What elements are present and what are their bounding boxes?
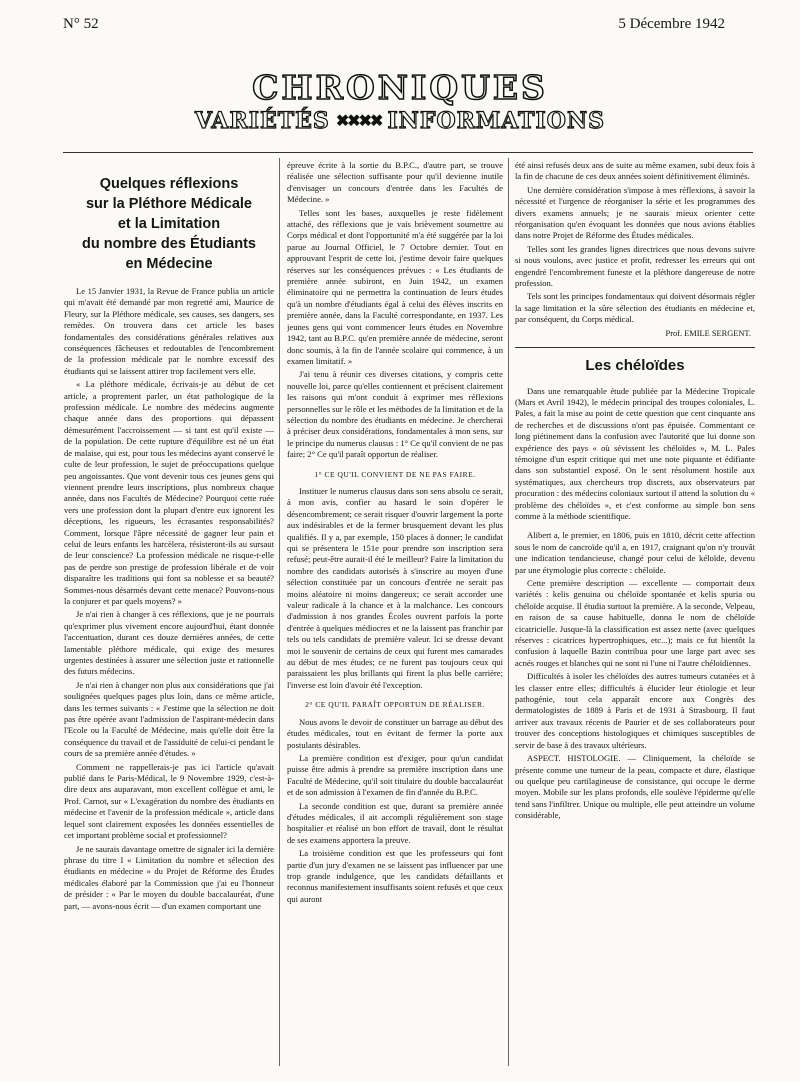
banner-title: CHRONIQUES (252, 68, 548, 107)
paragraph: Dans une remarquable étude publiée par la Médecine Tropicale (Mars et Avril 1942), le médecin principal des troupes coloniales, L. Pales, a fait la mise au point de cette question que cent cinquante ans de recherches et de discussions n'ont pas épuisée. Commentant ce long piétinement dans la confusion avec l'autorité que lui donne son expérience des pays « où sévissent les chéloïdes », M. L. Pales témoigne d'un esprit critique qui met une note piquante et édifiante dans son substantiel exposé. On le sent résolument hostile aux systématiques, aux chercheurs trop discrets, aux observateurs par procuration : des médecins coloniaux surtout il attend la solution du « problème des chéloïdes », et c'est conforme au simple bon sens comme à la méthode scientifique. (515, 385, 755, 521)
author-signature: Prof. EMILE SERGENT. (665, 328, 751, 338)
paragraph: Instituer le numerus clausus dans son sens absolu ce serait, à mon avis, confier au hasard le soin d'opérer le désencombrement; ce serait risquer d'ouvrir largement la porte aux indésirables et de la fermer brusquement devant les plus qualifiés. Il y a, par exemple, 150 places à donner; le candidat qui se présentera le 151e pour prendre son inscription sera refusé; peut-être aurait-il été le meilleur? Faire la limitation du nombre des candidats autorisés à s'inscrire au moyen d'une sélection constituée par un concours d'entrée ne serait pas moins aléatoire ni moins dangereux; ce serait accorder une valeur radicale à la chance et à la malchance. Les concours d'admission à nos grandes Écoles ouvrent parfois la porte d'entrée à quelques médiocres et ne la laissent pas franchir par tels ou tels candidats de première valeur. Ici se dresse devant moi le souvenir de certains de ceux qui furent mes camarades au début de mes études; ce ne furent pas toujours ceux qui paraissaient les plus brillants qui firent la plus belle carrière; l'inverse est loin d'avoir été l'exception. (287, 485, 503, 690)
paragraph: La première condition est d'exiger, pour qu'un candidat puisse être admis à prendre sa première inscription dans une Faculté de Médecine, qu'il soit titulaire du double baccalauréat et de son admission à l'examen de fin d'année du B.P.C. (287, 752, 503, 798)
title-line: sur la Pléthore Médicale (85, 196, 252, 212)
paragraph: Je n'ai rien à changer à ces réflexions, que je ne pourrais qu'exprimer plus vivement encore aujourd'hui, étant donnée l'accentuation, durant ces douze dernières années, de cette lamentable pléthore médicale, qui exige des mesures urgentes destinées à assurer une sélection juste et rationnelle des futurs médecins. (64, 609, 274, 677)
paragraph: La troisième condition est que les professeurs qui font partie d'un jury d'examen ne se laissent pas influencer par une trop grande indulgence, que les candidats défaillants et reconnus manifestement insuffisants soient refusés et que ceux qui auront (287, 848, 503, 904)
paragraph: Une dernière considération s'impose à mes réflexions, à savoir la nécessité et l'urgence de réorganiser la série et les programmes des divers examens annuels; je ne saurais mieux orienter cette réorganisation qu'en évoquant les données que nous avions établies dans notre Projet de Réforme des Études médicales. (515, 184, 755, 241)
paragraph: Telles sont les bases, auxquelles je reste fidèlement attaché, des réflexions que je vais brièvement soumettre au Corps médical et dont l'opportunité m'a été suggérée par la loi parue au Journal Officiel, le 7 Octobre dernier. Tout en approuvant l'esprit de cette loi, j'estime devoir faire quelques réserves sur les conséquences prévues : « Les étudiants de première année subiront, en Juin 1942, un examen éliminatoire qui ne permettra la continuation de leurs études qu'à un nombre d'étudiants égal à celui des élèves inscrits en première année, dans la Faculté correspondante, en 1937. Les jeunes gens qui vont commencer leurs études en Novembre 1942, tant au B.P.C. qu'en première année de médecine, seront donc soumis, à la fin de l'année scolaire qui commence, à un examen limitatif. » (287, 207, 503, 366)
paragraph: épreuve écrite à la sortie du B.P.C., d'autre part, se trouve réalisée une sélection suffisante pour qu'il devienne inutile d'envisager un concours d'entrée dans les Facultés de Médecine. » (287, 160, 503, 205)
section-heading: 1° CE QU'IL CONVIENT DE NE PAS FAIRE. (314, 469, 476, 479)
paragraph: ASPECT. HISTOLOGIE. — Cliniquement, la chéloïde se présente comme une tumeur de la peau, compacte et dure, élastique ou quelque peu cartilagineuse de consistance, qui occupe le derme moyen. Mobile sur les plans profonds, elle soulève l'épiderme qu'elle tend sans l'infiltrer. Unique ou multiple, elle peut atteindre un volume considérable, (515, 753, 755, 821)
header-rule (63, 152, 753, 153)
column-2 (287, 160, 503, 1065)
article-title (64, 174, 274, 274)
paragraph: Le 15 Janvier 1931, la Revue de France publia un article qui m'avait été demandé par mon regretté ami, Maurice de Fleury, sur la Pléthore médicale, ses causes, ses dangers, ses remèdes. On trouvera dans cet article les bases fondamentales des considérations générales relatives aux conséquences fâcheuses et redoutables de l'encombrement de la profession médicale par le nombre excessif des étudiants qui se laissent attirer trop facilement vers elle. (64, 286, 274, 376)
column-1 (64, 160, 274, 1065)
paragraph: Tels sont les principes fondamentaux qui doivent désormais régler la sage limitation et la sûre sélection des étudiants en médecine et, par conséquent, du Corps médical. (515, 291, 755, 325)
paragraph: Comment ne rappellerais-je pas ici l'article qu'avait publié dans le Paris-Médical, le 9 Novembre 1929, c'est-à-dire deux ans auparavant, mon excellent collègue et ami, le Prof. Carnot, sur « L'exagération du nombre des étudiants en médecine et l'avenir de la profession médicale », article dans lequel sont clairement exposées les données essentielles de cet important problème social et professionnel? (64, 761, 274, 841)
section-heading: 2° CE QU'IL PARAÎT OPPORTUN DE RÉALISER. (305, 700, 485, 710)
paragraph: Alibert a, le premier, en 1806, puis en 1810, décrit cette affection sous le nom de cancroïde qu'il a, en 1917, craignant qu'on n'y trouvât une indication tendancieuse, changé pour celui de kéloïde, devenu par une étymologie plus correcte : chéloïde. (515, 530, 755, 575)
column-separator-1 (279, 158, 280, 1066)
paragraph: été ainsi refusés deux ans de suite au même examen, subi deux fois à la fin de chacune de ces deux années soient définitivement éliminés. (515, 160, 755, 182)
banner-informations: INFORMATIONS (387, 108, 605, 134)
title-line: du nombre des Étudiants (81, 236, 256, 252)
banner-varietes: VARIÉTÉS (195, 108, 330, 134)
issue-number: N° 52 (63, 16, 99, 32)
paragraph: Je n'ai rien à changer non plus aux considérations que j'ai soulignées quelques pages plus loin, dans ce même article, dans les termes suivants : « J'estime que la sélection ne doit pas être opérée avant l'admission de l'aspirant-médecin dans l'Ecole ou la Faculté de Médecine, mais qu'elle doit être la conséquence du travail et de l'assiduité de celui-ci pendant le cours de sa première année d'études. » (64, 679, 274, 759)
banner-subtitle (0, 108, 800, 134)
title-line: Quelques réflexions (99, 176, 239, 192)
paragraph: La seconde condition est que, durant sa première année d'études médicales, il ait accompli régulièrement son stage hospitalier et réalisé un bon effort de travail, dont le résultat de ses examens apportera la preuve. (287, 800, 503, 845)
paragraph: Je ne saurais davantage omettre de signaler ici la dernière phrase du titre I « Limitation du nombre et sélection des étudiants en médecine » du Projet de Réforme des Études médicales élaboré par la Commission que j'ai eu l'honneur de présider : « Par le moyen du double baccalauréat, d'une part, — avons-nous écrit — d'un examen comportant une (64, 843, 274, 911)
column-3 (515, 160, 755, 1065)
column-separator-2 (508, 158, 509, 1066)
article-divider (515, 347, 755, 348)
paragraph: J'ai tenu à réunir ces diverses citations, y compris cette nouvelle loi, parce qu'elles contiennent et précisent clairement les raisons qui m'ont conduit à exprimer mes réflexions personnelles sur le rôle et les méthodes de la limitation et de la sélection du nombre des étudiants en médecine. Je chercherai à préciser deux considérations, fondamentales à mon sens, sur le principe du numerus clausus : 1° Ce qu'il convient de ne pas faire; 2° Ce qu'il paraît opportun de réaliser. (287, 369, 503, 460)
banner-ornament: ✖✖✖✖ (335, 111, 382, 130)
title-line: et la Limitation (117, 216, 221, 232)
paragraph: Telles sont les grandes lignes directrices que nous devons suivre si nous voulons, avec justice et profit, redresser les erreurs qui ont engendré l'encombrement funeste et la pléthore dangereuse de notre profession. (515, 243, 755, 289)
issue-date: 5 Décembre 1942 (618, 16, 725, 32)
article-title-cheloides: Les chéloïdes (585, 357, 685, 375)
paragraph: « La pléthore médicale, écrivais-je au début de cet article, a proprement parler, un état pathologique de la profession médicale. Le nombre des médecins augmente chaque année dans des proportions qui dépassent démesurément l'accroissement — si tant est qu'il existe — de la population. De cette rupture d'équilibre est né un état de malaise, qui est, pour tous les médecins ayant conservé le culte de leur profession, le sujet de préoccupations quelque peu angoissantes. Que vont devenir tous ces jeunes gens qui viennent prendre leurs inscriptions, plus nombreux chaque année, dans nos Facultés de Médecine? Pourquoi cette ruée vers une profession dont la plupart d'entre eux ignorent les déceptions, les rigueurs, les écrasantes responsabilités? Comment, lorsque l'âpre nécessité de gagner leur pain et celui de leurs enfants les harcèlera, résisteront-ils au sursaut de leur conscience? La profession médicale ne risque-t-elle pas de perdre son prestige de profession libérale et de voir disparaître les traditions qui font sa noblesse et sa beauté? Sommes-nous désarmés devant cette menace? Pouvons-nous la conjurer et par quels moyens? » (64, 379, 274, 606)
paragraph: Nous avons le devoir de constituer un barrage au début des études médicales, tout en évitant de fermer la porte aux postulants désirables. (287, 716, 503, 750)
paragraph: Cette première description — excellente — comportait deux variétés : kelis genuina ou chéloïde spontanée et kelis spuria ou chéloïde acquise. Il étudia surtout la première. A la seconde, Velpeau, en raison de sa cause habituelle, donna le nom de chéloïde cicatricielle. Jusque-là la classification est assez nette (avec quelques réserves : cicatrices hypertrophiques, etc...); mais ce fut bientôt la confusion à laquelle Bazin contribua pour une large part avec ses acnés rouges et blanches qui ne sont ni l'une ni l'autre chéloïdiennes. (515, 578, 755, 668)
paragraph: Difficultés à isoler les chéloïdes des autres tumeurs cutanées et à les classer entre elles; difficultés à élucider leur étiologie et leur pathogénie, tout cela apparaît encore aux Congrès des dermatologistes de 1889 à Paris et de 1931 à Strasbourg. Il faut arriver aux travaux récents de Paurier et de ses collaborateurs pour trouver des conceptions histologiques et chimiques susceptibles de servir de base à des travaux ultérieurs. (515, 671, 755, 750)
title-line: en Médecine (125, 256, 213, 272)
